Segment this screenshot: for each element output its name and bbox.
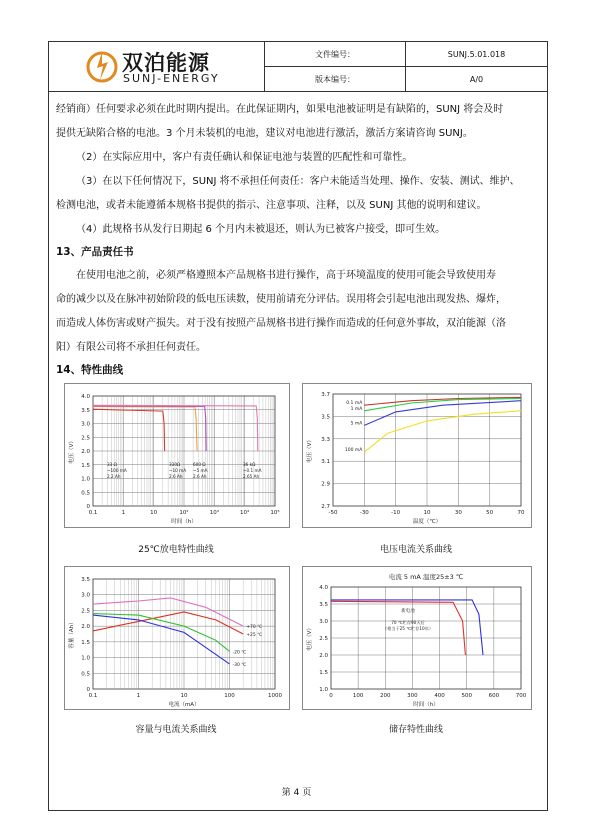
x-tick-label: 600 [488, 693, 500, 699]
x-tick-label: 300 [407, 693, 418, 699]
x-axis-label: 电流（mA） [168, 702, 200, 708]
y-tick-label: 2.0 [81, 449, 90, 455]
x-tick-label: 10³ [209, 510, 219, 516]
version-label: 版本编号： [265, 67, 406, 92]
section-13-line-4: 阳）有限公司将不承担任何责任。 [56, 342, 206, 353]
x-tick-label: 10⁴ [240, 510, 250, 516]
series-label: +25 ℃ [246, 633, 263, 638]
series-line [93, 614, 230, 652]
series-label: 100 mA [344, 448, 363, 454]
y-tick-label: 2.5 [319, 636, 328, 642]
y-tick-label: 3.0 [81, 592, 90, 599]
y-tick-label: 1.5 [81, 462, 90, 469]
doc-no-label: 文件编号： [265, 42, 406, 67]
x-tick-label: -10 [391, 510, 401, 516]
x-tick-label: 30 [454, 510, 462, 516]
x-axis-label: 时间（h） [413, 702, 439, 708]
x-tick-label: 400 [434, 693, 445, 699]
y-tick-label: 3.1 [321, 459, 330, 466]
chart-annotation: 2.6 Ah [169, 474, 183, 479]
x-tick-label: 100 [224, 693, 235, 699]
x-tick-label: 200 [380, 693, 391, 699]
x-axis-label: 时间（h） [171, 519, 197, 525]
series-line [93, 406, 206, 451]
caption-fig4: 储存特性曲线 [388, 725, 443, 735]
chart-annotation: 2.65 Ah [243, 474, 260, 479]
page-number: 第 4 页 [281, 788, 312, 798]
x-tick-label: 10 [150, 510, 158, 516]
paragraph-1-line-1: 经销商）任何要求必须在此时期内提出。在此保证期内，如果电池被证明是有缺陷的，SUNJ 将会及时 [56, 104, 504, 115]
paragraph-4: （4）此规格书从发行日期起 6 个月内未被退还，则认为已被客户接受，即可生效。 [76, 224, 446, 235]
x-tick-label: -50 [328, 510, 338, 516]
series-label: 5 mA [350, 421, 363, 427]
chart-annotation: 36 kΩ [243, 462, 256, 467]
y-tick-label: 2.9 [321, 481, 330, 488]
paragraph-1-line-2: 提供无缺陷合格的电池。3 个月未装机的电池，建议对电池进行激活，激活方案请咨询 SUNJ。 [56, 128, 473, 139]
series-label: 1 mA [350, 406, 363, 412]
brand-name-cn: 双泊能源 [122, 51, 210, 75]
chart-capacity-current-box [64, 566, 290, 710]
x-tick-label: 0 [329, 693, 333, 699]
y-tick-label: 0 [86, 687, 90, 693]
header-bottom-rule [48, 91, 548, 92]
version-value: A/0 [406, 67, 548, 92]
x-axis-label: 温度（℃） [412, 519, 442, 525]
x-tick-label: 10 [180, 693, 188, 699]
y-tick-label: 2.5 [81, 435, 90, 442]
section-13-line-1: 在使用电池之前，必须严格遵照本产品规格书进行操作，高于环境温度的使用可能会导致使用寿 [76, 270, 496, 281]
brand-name-en: SUNJ-ENERGY [123, 72, 220, 85]
paragraph-3-line-1: （3）在以下任何情况下，SUNJ 将不承担任何责任：客户未能适当处理、操作、安装、测试、维护、 [76, 176, 520, 187]
paragraph-3-line-2: 检测电池，或者未能遵循本规格书提供的指示、注意事项、注释，以及 SUNJ 其他的说明和建议。 [56, 200, 487, 211]
doc-info-table [264, 41, 548, 92]
x-tick-label: 10 [423, 510, 431, 516]
y-tick-label: 3.0 [319, 619, 328, 625]
chart-annotation: 70 ℃贮存90天后 [391, 620, 425, 625]
y-tick-label: 3.5 [319, 602, 328, 608]
chart-annotation: 600 Ω [193, 462, 206, 467]
x-tick-label: 500 [461, 693, 472, 699]
series-line [93, 407, 197, 452]
chart-voltage-temp-box [302, 383, 532, 528]
logo-flame-icon [85, 46, 119, 86]
doc-no-value: SUNJ.5.01.018 [406, 42, 548, 67]
y-tick-label: 1.0 [319, 687, 328, 693]
section-13-line-3: 而造成人体伤害或财产损失。对于没有按照产品规格书进行操作而造成的任何意外事故，双泊能源（洛 [56, 318, 506, 329]
chart-annotation: 2.2 Ah [107, 474, 121, 479]
series-line [93, 405, 258, 451]
y-tick-label: 1.5 [319, 670, 328, 676]
series-line [93, 615, 230, 664]
series-line [364, 411, 521, 452]
y-tick-label: 2.5 [81, 608, 90, 615]
series-label: -20 ℃ [232, 650, 247, 656]
chart-title: 电流 5 mA 温度25±3 ℃ [388, 573, 464, 581]
x-tick-label: 10² [179, 510, 189, 516]
y-axis-label: 电压（V） [307, 625, 313, 651]
chart-capacity-current [65, 567, 289, 709]
series-label: -30 ℃ [232, 662, 247, 668]
chart-voltage-temperature [303, 384, 531, 527]
chart-storage [303, 567, 531, 709]
y-tick-label: 0.5 [81, 490, 90, 497]
chart-annotation: 33 Ω [107, 462, 117, 467]
y-tick-label: 3.0 [81, 421, 90, 428]
x-tick-label: -30 [359, 510, 369, 516]
section-13-line-2: 命的减少以及在脉冲初始阶段的低电压读数，使用前请充分评估。误用将会引起电池出现发热、爆炸， [56, 294, 506, 305]
y-tick-label: 0.5 [81, 671, 90, 678]
chart-annotation: （相当于25 ℃贮存10年） [382, 626, 434, 631]
y-tick-label: 2.7 [321, 504, 330, 510]
chart-annotation: ~0.1 mA [243, 468, 262, 473]
series-label: 0.1 mA [346, 401, 363, 407]
section-14-title: 14、特性曲线 [56, 364, 124, 376]
y-tick-label: 4.0 [319, 585, 328, 591]
y-tick-label: 1.0 [81, 476, 90, 483]
caption-fig2: 电压电流关系曲线 [379, 545, 452, 555]
chart-annotation: 330Ω [169, 462, 181, 467]
x-tick-label: 10⁵ [270, 510, 280, 516]
chart-storage-box [302, 566, 532, 710]
y-tick-label: 3.5 [81, 577, 90, 583]
caption-fig3: 容量与电流关系曲线 [135, 725, 217, 735]
y-tick-label: 0 [86, 504, 90, 510]
chart-annotation: 2.6 Ah [193, 474, 207, 479]
chart-annotation: ~100 mA [107, 468, 127, 473]
x-tick-label: 1000 [268, 693, 282, 699]
x-tick-label: 50 [486, 510, 494, 516]
y-tick-label: 3.3 [321, 436, 330, 443]
y-tick-label: 4.0 [81, 394, 90, 400]
chart-annotation: 新电池 [401, 609, 415, 614]
x-tick-label: 1 [136, 693, 141, 699]
y-axis-label: 电压（V） [307, 437, 313, 463]
section-13-title: 13、产品责任书 [56, 246, 134, 258]
y-tick-label: 3.5 [81, 407, 90, 414]
series-label: +70 ℃ [246, 625, 263, 631]
paragraph-2: （2）在实际应用中，客户有责任确认和保证电池与装置的匹配性和可靠性。 [76, 152, 413, 163]
y-tick-label: 2.0 [81, 624, 90, 631]
chart-annotation: ~5 mA [193, 468, 208, 473]
x-tick-label: 0.1 [88, 693, 98, 699]
x-tick-label: 700 [515, 693, 527, 699]
y-tick-label: 1.0 [81, 655, 90, 662]
y-tick-label: 3.7 [321, 392, 330, 398]
x-tick-label: 70 [517, 510, 525, 516]
x-tick-label: 0.1 [88, 510, 98, 516]
y-tick-label: 2.0 [319, 653, 328, 659]
series-line [364, 399, 521, 411]
chart-discharge-box [64, 383, 290, 528]
chart-discharge [65, 384, 289, 527]
y-tick-label: 1.5 [81, 639, 90, 646]
x-tick-label: 1 [121, 510, 126, 516]
y-axis-label: 电压（V） [69, 438, 75, 464]
y-axis-label: 容量（Ah） [69, 619, 75, 649]
y-tick-label: 3.5 [321, 414, 330, 421]
chart-annotation: ~10 mA [169, 468, 187, 473]
x-tick-label: 100 [352, 693, 364, 699]
caption-fig1: 25℃放电特性曲线 [138, 545, 214, 555]
